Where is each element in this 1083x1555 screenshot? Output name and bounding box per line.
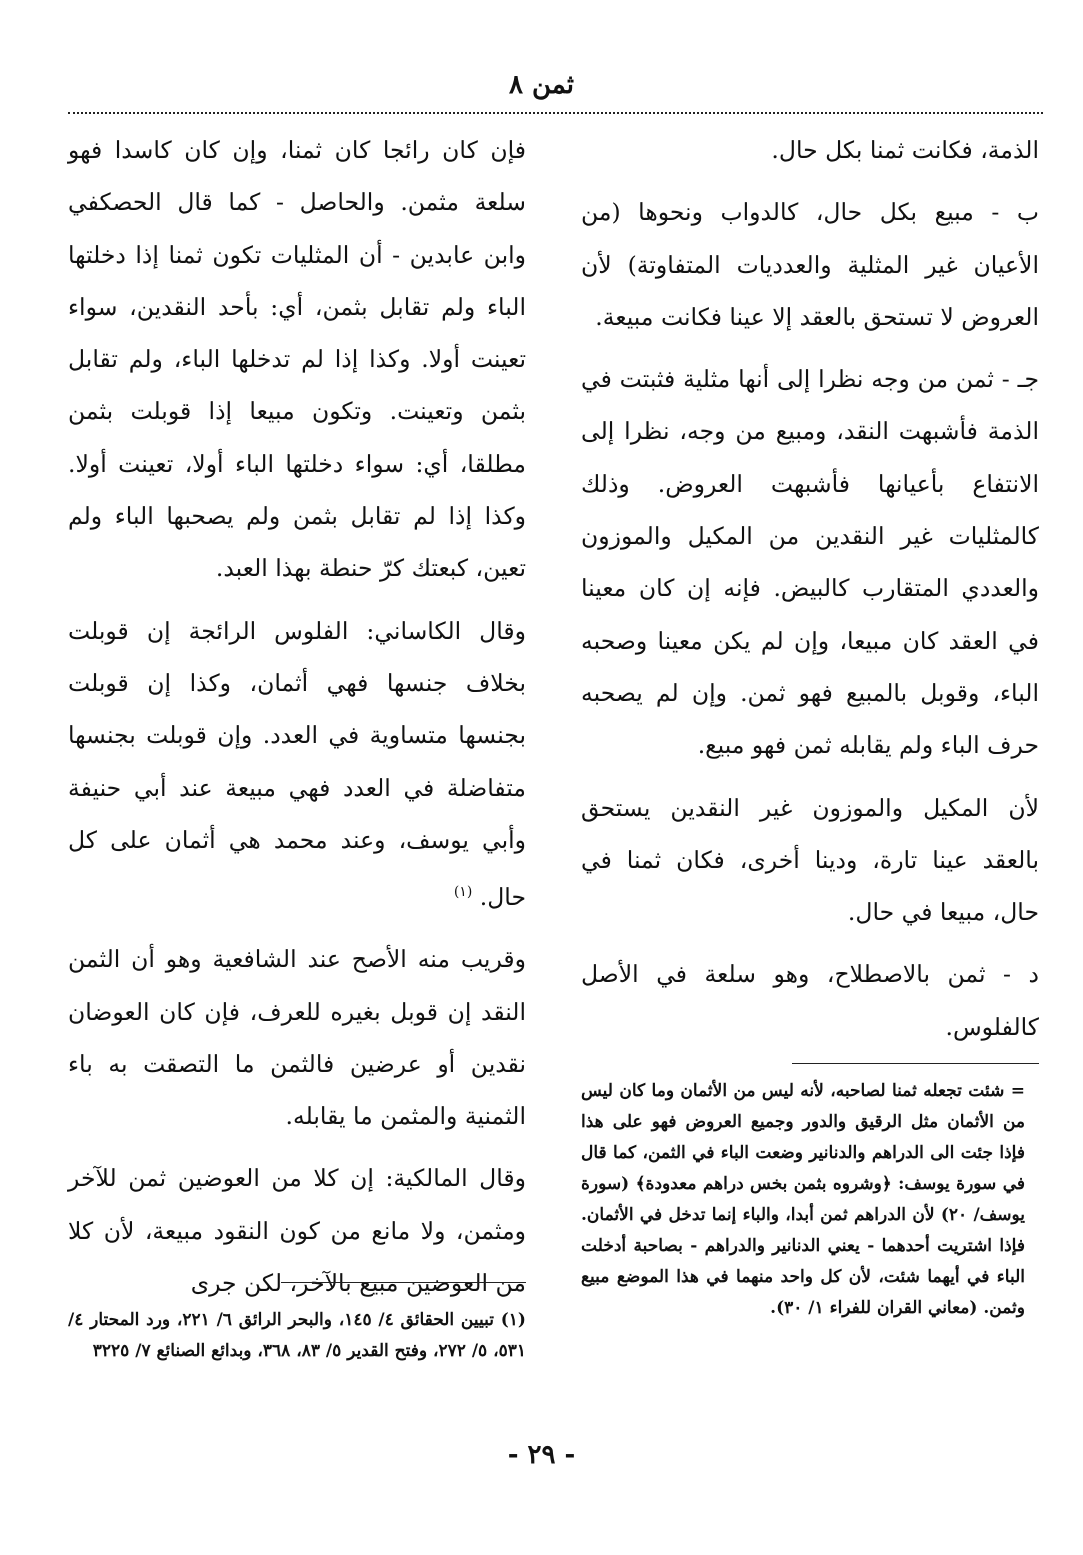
right-column xyxy=(581,124,1039,1053)
right-footnote-divider xyxy=(792,1063,1039,1064)
right-footnote xyxy=(581,1076,1025,1324)
page-header: ثمن ٨ xyxy=(508,70,575,100)
left-paragraph-1: فإن كان رائجا كان ثمنا، وإن كان كاسدا فهو سلعة مثمن. والحاصل - كما قال الحصكفي وابن عابدين - أن المثليات تكون ثمنا إذا دخلتها الباء ولم تقابل بثمن، أي: بأحد النقدين، سواء تعينت أولا. وكذا إذا لم تدخلها الباء، ولم تقابل بثمن وتعينت. وتكون مبيعا إذا قوبلت بثمن مطلقا، أي: سواء دخلتها الباء أولا، تعينت أولا. وكذا إذا لم تقابل بثمن ولم يصحبها الباء ولم تعين، كبعتك كرّ حنطة بهذا العبد. xyxy=(68,136,526,583)
left-paragraph-2 xyxy=(68,605,526,924)
right-paragraph-5: د - ثمن بالاصطلاح، وهو سلعة في الأصل كالفلوس. xyxy=(581,960,1039,1041)
left-paragraph-3: وقريب منه الأصح عند الشافعية وهو أن الثمن النقد إن قوبل بغيره للعرف، فإن كان العوضان نقدين أو عرضين فالثمن ما التصقت به باء الثمنية والمثمن ما يقابله. xyxy=(68,945,526,1131)
right-paragraph-2: ب - مبيع بكل حال، كالدواب ونحوها (من الأعيان غير المثلية والعدديات المتفاوتة) لأن العروض لا تستحق بالعقد إلا عينا فكانت مبيعة. xyxy=(581,198,1039,331)
right-footnote-text: = شئت تجعله ثمنا لصاحبه، لأنه ليس من الأثمان وما كان ليس من الأثمان مثل الرقيق والدور وجميع العروض فهو على هذا فإذا جئت الى الدراهم والدنانير وضعت الباء في الثمن، كما قال في سورة يوسف: ﴿وشروه بثمن بخس دراهم معدودة﴾ (سورة يوسف/ ٢٠) لأن الدراهم ثمن أبدا، والباء إنما تدخل في الأثمان. فإذا اشتريت أحدهما - يعني الدنانير والدراهم - بصاحبة أدخلت الباء في أيهما شئت، لأن كل واحد منهما في هذا الموضع مبيع وثمن. (معاني القران للفراء ١/ ٣٠). xyxy=(581,1081,1026,1318)
left-column xyxy=(68,124,526,1309)
header-divider xyxy=(68,112,1043,114)
left-paragraph-2-text: وقال الكاساني: الفلوس الرائجة إن قوبلت بخلاف جنسها فهي أثمان، وكذا إن قوبلت بجنسها متساوية في العدد. وإن قوبلت بجنسها متفاضلة في العدد فهي مبيعة عند أبي حنيفة وأبي يوسف، وعند محمد هي أثمان على كل حال. xyxy=(68,616,526,911)
left-footnote xyxy=(68,1305,526,1367)
right-paragraph-3: جـ - ثمن من وجه نظرا إلى أنها مثلية فثبتت في الذمة فأشبهت النقد، ومبيع من وجه، نظرا إلى الانتفاع بأعيانها فأشبهت العروض. وذلك كالمثليات غير النقدين من المكيل والموزون والعددي المتقارب كالبيض. فإنه إن كان معينا في العقد كان مبيعا، وإن لم يكن معينا وصحبه الباء، وقوبل بالمبيع فهو ثمن. وإن لم يصحبه حرف الباء ولم يقابله ثمن فهو مبيع. xyxy=(581,365,1039,760)
left-footnote-divider xyxy=(281,1282,526,1283)
right-paragraph-4: لأن المكيل والموزون غير النقدين يستحق بالعقد عينا تارة، ودينا أخرى، فكان ثمنا في حال، مبيعا في حال. xyxy=(581,793,1039,927)
footnote-reference: (١) xyxy=(453,884,473,901)
left-footnote-text: (١) تبيين الحقائق ٤/ ١٤٥، والبحر الرائق ٦/ ٢٢١، ورد المحتار ٤/ ٥٣١، ٥/ ٢٧٢، وفتح القدير ٥/ ٨٣، ٣٦٨، وبدائع الصنائع ٧/ ٣٢٢٥ xyxy=(68,1310,526,1361)
left-paragraph-4: وقال المالكية: إن كلا من العوضين ثمن للآخر ومثمن، ولا مانع من كون النقود مبيعة، لأن كلا من العوضين مبيع بالآخر، لكن جرى xyxy=(68,1164,526,1298)
right-paragraph-1: الذمة، فكانت ثمنا بكل حال. xyxy=(771,136,1039,164)
page-number: - ٢٩ - xyxy=(507,1440,576,1470)
